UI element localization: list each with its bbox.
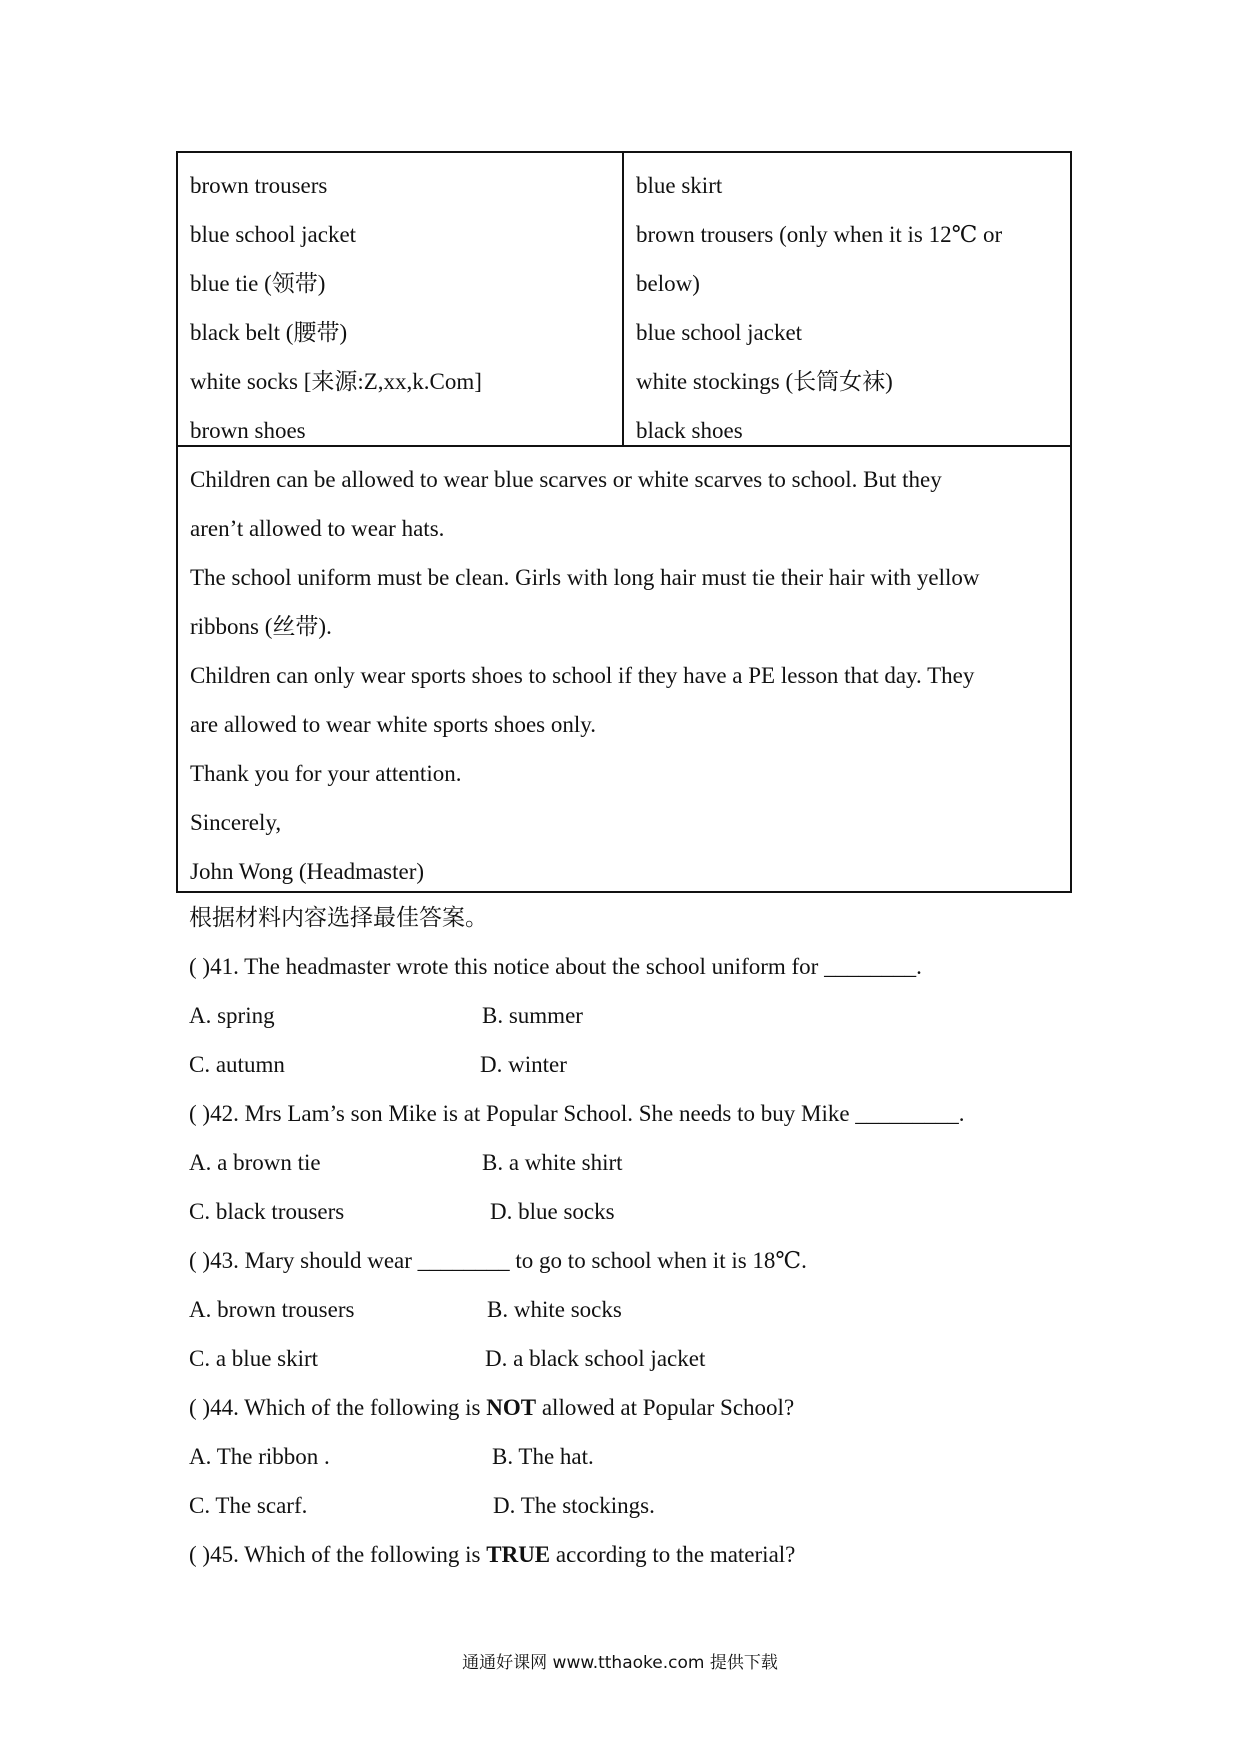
options-row [189,1481,1069,1530]
options-row [189,1040,1069,1089]
options-row [189,991,1069,1040]
option-d: D. a black school jacket [485,1346,706,1371]
uniform-item: blue tie (领带) [190,271,326,296]
notice-signoff: Sincerely, [190,810,282,835]
option-a: A. brown trousers [189,1297,355,1322]
options-row [189,1432,1069,1481]
question-44: ( )44. Which of the following is NOT allowed at Popular School? [189,1395,795,1420]
notice-signature: John Wong (Headmaster) [190,859,425,884]
notice-line: Thank you for your attention. [190,761,462,786]
option-a: A. The ribbon . [189,1444,330,1469]
emphasis-not: NOT [486,1395,537,1420]
uniform-item: white socks [来源:Z,xx,k.Com] [190,369,482,394]
option-c: C. a blue skirt [189,1346,319,1371]
uniform-item: black shoes [636,418,743,443]
instruction: 根据材料内容选择最佳答案。 [189,905,488,930]
notice-line: ribbons (丝带). [190,614,332,639]
uniform-item: blue school jacket [190,222,357,247]
notice-notes [176,445,1072,893]
option-b: B. The hat. [492,1444,594,1469]
option-b: B. a white shirt [482,1150,623,1175]
option-d: D. blue socks [490,1199,615,1224]
option-d: D. The stockings. [493,1493,655,1518]
uniform-table [176,151,1072,447]
emphasis-true: TRUE [486,1542,551,1567]
option-a: A. spring [189,1003,275,1028]
question-42: ( )42. Mrs Lam’s son Mike is at Popular School. She needs to buy Mike _________. [189,1101,965,1126]
option-b: B. white socks [487,1297,622,1322]
option-c: C. The scarf. [189,1493,308,1518]
uniform-item: brown trousers (only when it is 12℃ or [636,222,1003,247]
options-row [189,1334,1069,1383]
options-row [189,1285,1069,1334]
uniform-item: brown trousers [190,173,328,198]
uniform-item: black belt (腰带) [190,320,348,345]
question-45: ( )45. Which of the following is TRUE according to the material? [189,1542,796,1567]
option-c: C. black trousers [189,1199,345,1224]
options-row [189,1187,1069,1236]
notice-line: Children can only wear sports shoes to school if they have a PE lesson that day. They [190,663,975,688]
options-row [189,1138,1069,1187]
girls-uniform-column [624,153,1070,445]
uniform-item: below) [636,271,700,296]
uniform-item: brown shoes [190,418,306,443]
question-43: ( )43. Mary should wear ________ to go to school when it is 18℃. [189,1248,807,1273]
notice-line: are allowed to wear white sports shoes only. [190,712,597,737]
question-41: ( )41. The headmaster wrote this notice about the school uniform for ________. [189,954,922,979]
option-d: D. winter [480,1052,567,1077]
footer-source: 通通好课网 www.tthaoke.com 提供下载 [462,1653,778,1673]
uniform-item: white stockings (长筒女袜) [636,369,893,394]
notice-line: The school uniform must be clean. Girls with long hair must tie their hair with yellow [190,565,980,590]
notice-line: aren’t allowed to wear hats. [190,516,445,541]
option-a: A. a brown tie [189,1150,321,1175]
option-b: B. summer [482,1003,583,1028]
questions-section [189,893,1069,1579]
uniform-item: blue skirt [636,173,723,198]
notice-line: Children can be allowed to wear blue scarves or white scarves to school. But they [190,467,942,492]
uniform-item: blue school jacket [636,320,803,345]
boys-uniform-column [178,153,624,445]
option-c: C. autumn [189,1052,285,1077]
